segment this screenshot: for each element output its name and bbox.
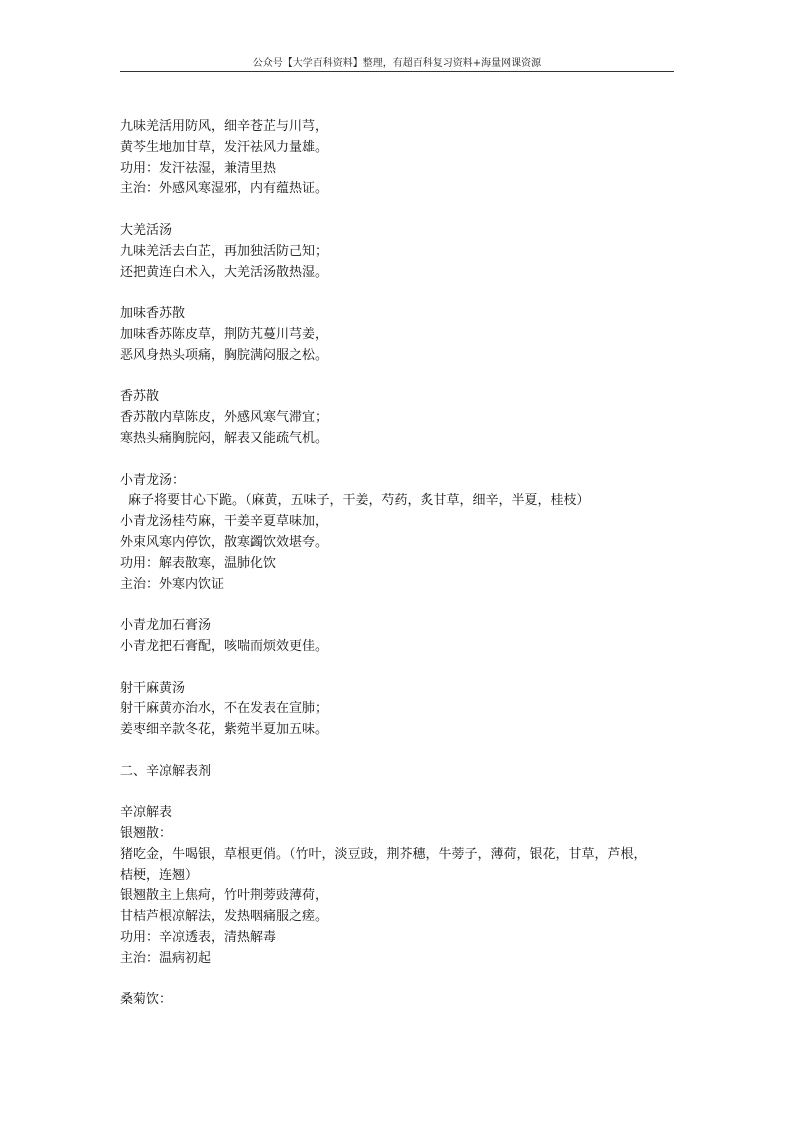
text-line: 银翘散主上焦疴，竹叶荆蒡豉薄荷， — [120, 888, 329, 904]
blank-line — [120, 367, 680, 388]
text-line: 加味香苏陈皮草，荆防艽蔓川芎姜， — [120, 326, 329, 342]
text-line: 银翘散： — [120, 826, 173, 842]
text-line: 外束风寒内停饮，散寒蠲饮效堪夸。 — [120, 534, 329, 550]
text-line: 香苏散内草陈皮，外感风寒气滞宜； — [120, 410, 329, 426]
text-line: 主治：温病初起 — [120, 950, 212, 966]
text-line: 桔梗，连翘） — [120, 867, 199, 883]
text-line: 恶风身热头项痛，胸脘满闷服之松。 — [120, 347, 329, 363]
text-line: 姜枣细辛款冬花，紫菀半夏加五味。 — [120, 722, 329, 738]
blank-line — [120, 595, 680, 616]
text-line: 主治：外感风寒湿邪，内有蕴热证。 — [120, 181, 329, 197]
blank-line — [120, 741, 680, 762]
header-rule — [120, 71, 674, 72]
text-line: 小青龙加石膏汤 — [120, 618, 212, 634]
blank-line — [120, 283, 680, 304]
document-body — [120, 117, 680, 1011]
blank-line — [120, 658, 680, 679]
text-line: 功用：发汗祛湿，兼清里热 — [120, 160, 277, 176]
blank-line — [120, 450, 680, 471]
text-line: 猪吃金，牛喝银，草根更俏。（竹叶，淡豆豉，荆芥穗，牛蒡子，薄荷，银花，甘草，芦根， — [120, 846, 647, 862]
text-line: 麻子将要甘心下跪。（麻黄，五味子，干姜，芍药，炙甘草，细辛，半夏，桂枝） — [128, 493, 590, 509]
text-line: 甘桔芦根凉解法，发热咽痛服之瘥。 — [120, 909, 329, 925]
text-line: 射干麻黄汤 — [120, 680, 186, 696]
text-line: 小青龙把石膏配，咳喘而烦效更佳。 — [120, 638, 329, 654]
page-header: 公众号【大学百科资料】整理，有超百科复习资料+海量网课资源 — [252, 58, 542, 69]
text-line: 二、辛凉解表剂 — [120, 763, 212, 779]
text-line: 射干麻黄亦治水，不在发表在宣肺； — [120, 701, 329, 717]
text-line: 辛凉解表 — [120, 805, 173, 821]
text-line: 小青龙汤桂芍麻，干姜辛夏草味加， — [120, 514, 329, 530]
text-line: 功用：辛凉透表，清热解毒 — [120, 930, 277, 946]
text-line: 九味羌活去白芷，再加独活防己知； — [120, 243, 329, 259]
text-line: 黄芩生地加甘草，发汗祛风力量雄。 — [120, 139, 329, 155]
text-line: 还把黄连白术入，大羌活汤散热湿。 — [120, 264, 329, 280]
text-line: 大羌活汤 — [120, 222, 173, 238]
text-line: 加味香苏散 — [120, 306, 186, 322]
text-line: 功用：解表散寒，温肺化饮 — [120, 555, 277, 571]
text-line: 桑菊饮： — [120, 992, 173, 1008]
text-line: 九味羌活用防风，细辛苍芷与川芎， — [120, 119, 329, 134]
blank-line — [120, 783, 680, 804]
blank-line — [120, 970, 680, 991]
text-line: 小青龙汤： — [120, 472, 186, 488]
blank-line — [120, 200, 680, 221]
text-line: 主治：外寒内饮证 — [120, 576, 225, 592]
text-line: 香苏散 — [120, 389, 160, 405]
text-line: 寒热头痛胸脘闷，解表又能疏气机。 — [120, 430, 329, 446]
